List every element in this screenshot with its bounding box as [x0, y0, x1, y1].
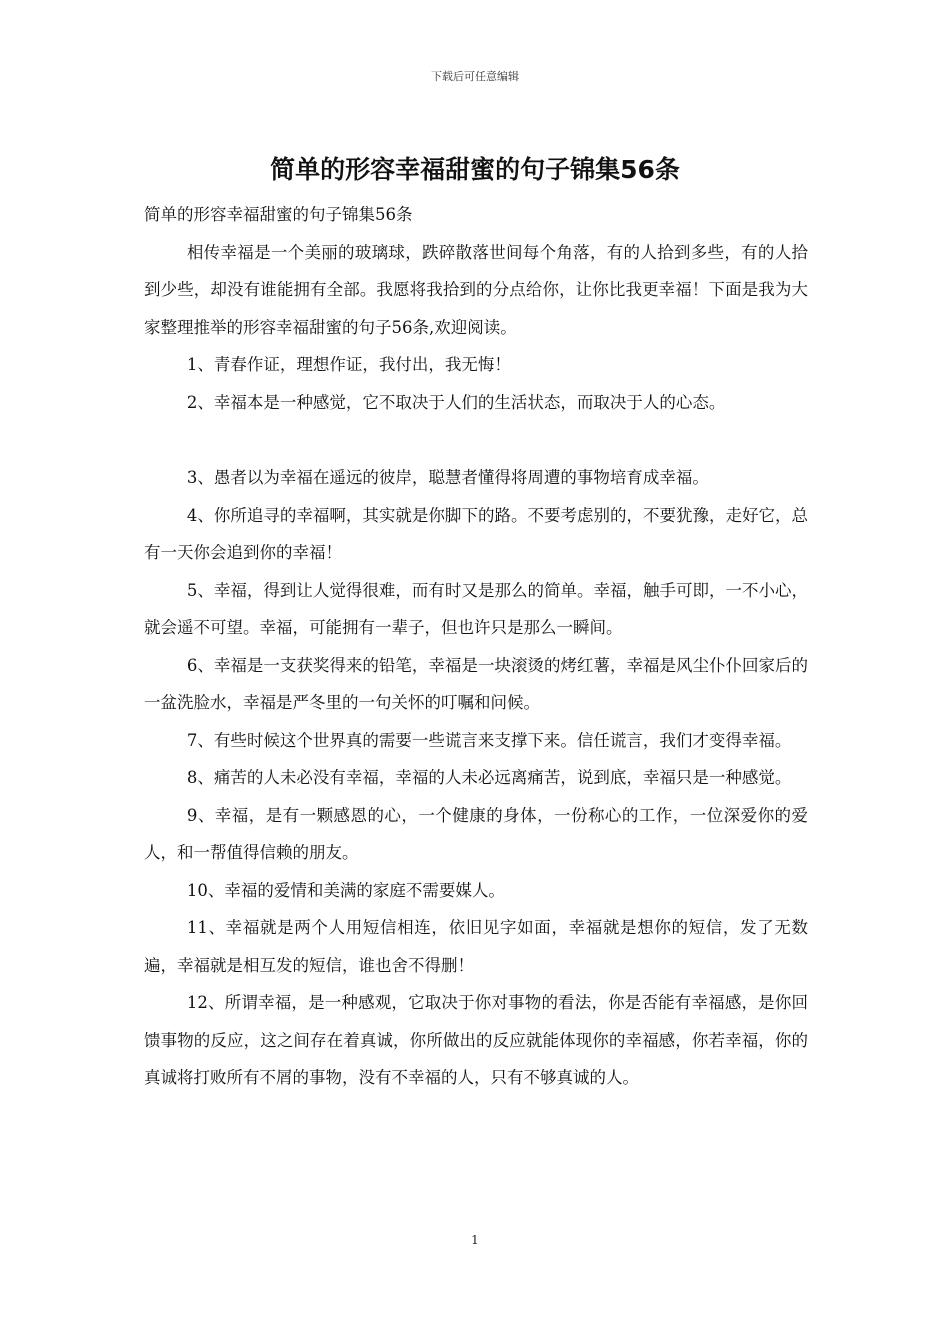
page-number: 1	[471, 1233, 479, 1247]
list-item: 1、青春作证，理想作证，我付出，我无悔！	[186, 355, 511, 374]
list-item: 8、痛苦的人未必没有幸福，幸福的人未必远离痛苦，说到底，幸福只是一种感觉。	[186, 768, 792, 787]
list-item: 4、你所追寻的幸福啊，其实就是你脚下的路。不要考虑别的，不要犹豫，走好它，总有一天你会追到你的幸福！	[144, 505, 808, 562]
list-item: 6、幸福是一支获奖得来的铅笔，幸福是一块滚烫的烤红薯，幸福是风尘仆仆回家后的一盆洗脸水，幸福是严冬里的一句关怀的叮嘱和问候。	[144, 655, 808, 712]
list-item: 5、幸福，得到让人觉得很难，而有时又是那么的简单。幸福，触手可即，一不小心，就会遥不可望。幸福，可能拥有一辈子，但也许只是那么一瞬间。	[144, 580, 808, 637]
list-item: 3、愚者以为幸福在遥远的彼岸，聪慧者懂得将周遭的事物培育成幸福。	[186, 468, 709, 487]
list-item: 2、幸福本是一种感觉，它不取决于人们的生活状态，而取决于人的心态。	[186, 392, 726, 412]
list-item: 11、幸福就是两个人用短信相连，依旧见字如面，幸福就是想你的短信，发了无数遍，幸福就是相互发的短信，谁也舍不得删！	[144, 918, 808, 975]
list-item: 7、有些时候这个世界真的需要一些谎言来支撑下来。信任谎言，我们才变得幸福。	[186, 730, 792, 750]
list-item: 9、幸福，是有一颗感恩的心，一个健康的身体，一份称心的工作，一位深爱你的爱人，和一帮值得信赖的朋友。	[144, 805, 808, 862]
header-note: 下载后可任意编辑	[431, 70, 519, 83]
document-body	[144, 196, 808, 1097]
document-subtitle: 简单的形容幸福甜蜜的句子锦集56条	[144, 205, 413, 224]
document-title: 简单的形容幸福甜蜜的句子锦集56条	[270, 155, 680, 184]
intro-paragraph: 相传幸福是一个美丽的玻璃球，跌碎散落世间每个角落，有的人拾到多些，有的人拾到少些，却没有谁能拥有全部。我愿将我拾到的分点给你，让你比我更幸福！下面是我为大家整理推举的形容幸福甜蜜的句子56条,欢迎阅读。	[144, 242, 808, 337]
list-item: 12、所谓幸福，是一种感观，它取决于你对事物的看法，你是否能有幸福感，是你回馈事物的反应，这之间存在着真诚，你所做出的反应就能体现你的幸福感，你若幸福，你的真诚将打败所有不屑的事物，没有不幸福的人，只有不够真诚的人。	[144, 993, 808, 1087]
list-item: 10、幸福的爱情和美满的家庭不需要媒人。	[186, 880, 505, 900]
